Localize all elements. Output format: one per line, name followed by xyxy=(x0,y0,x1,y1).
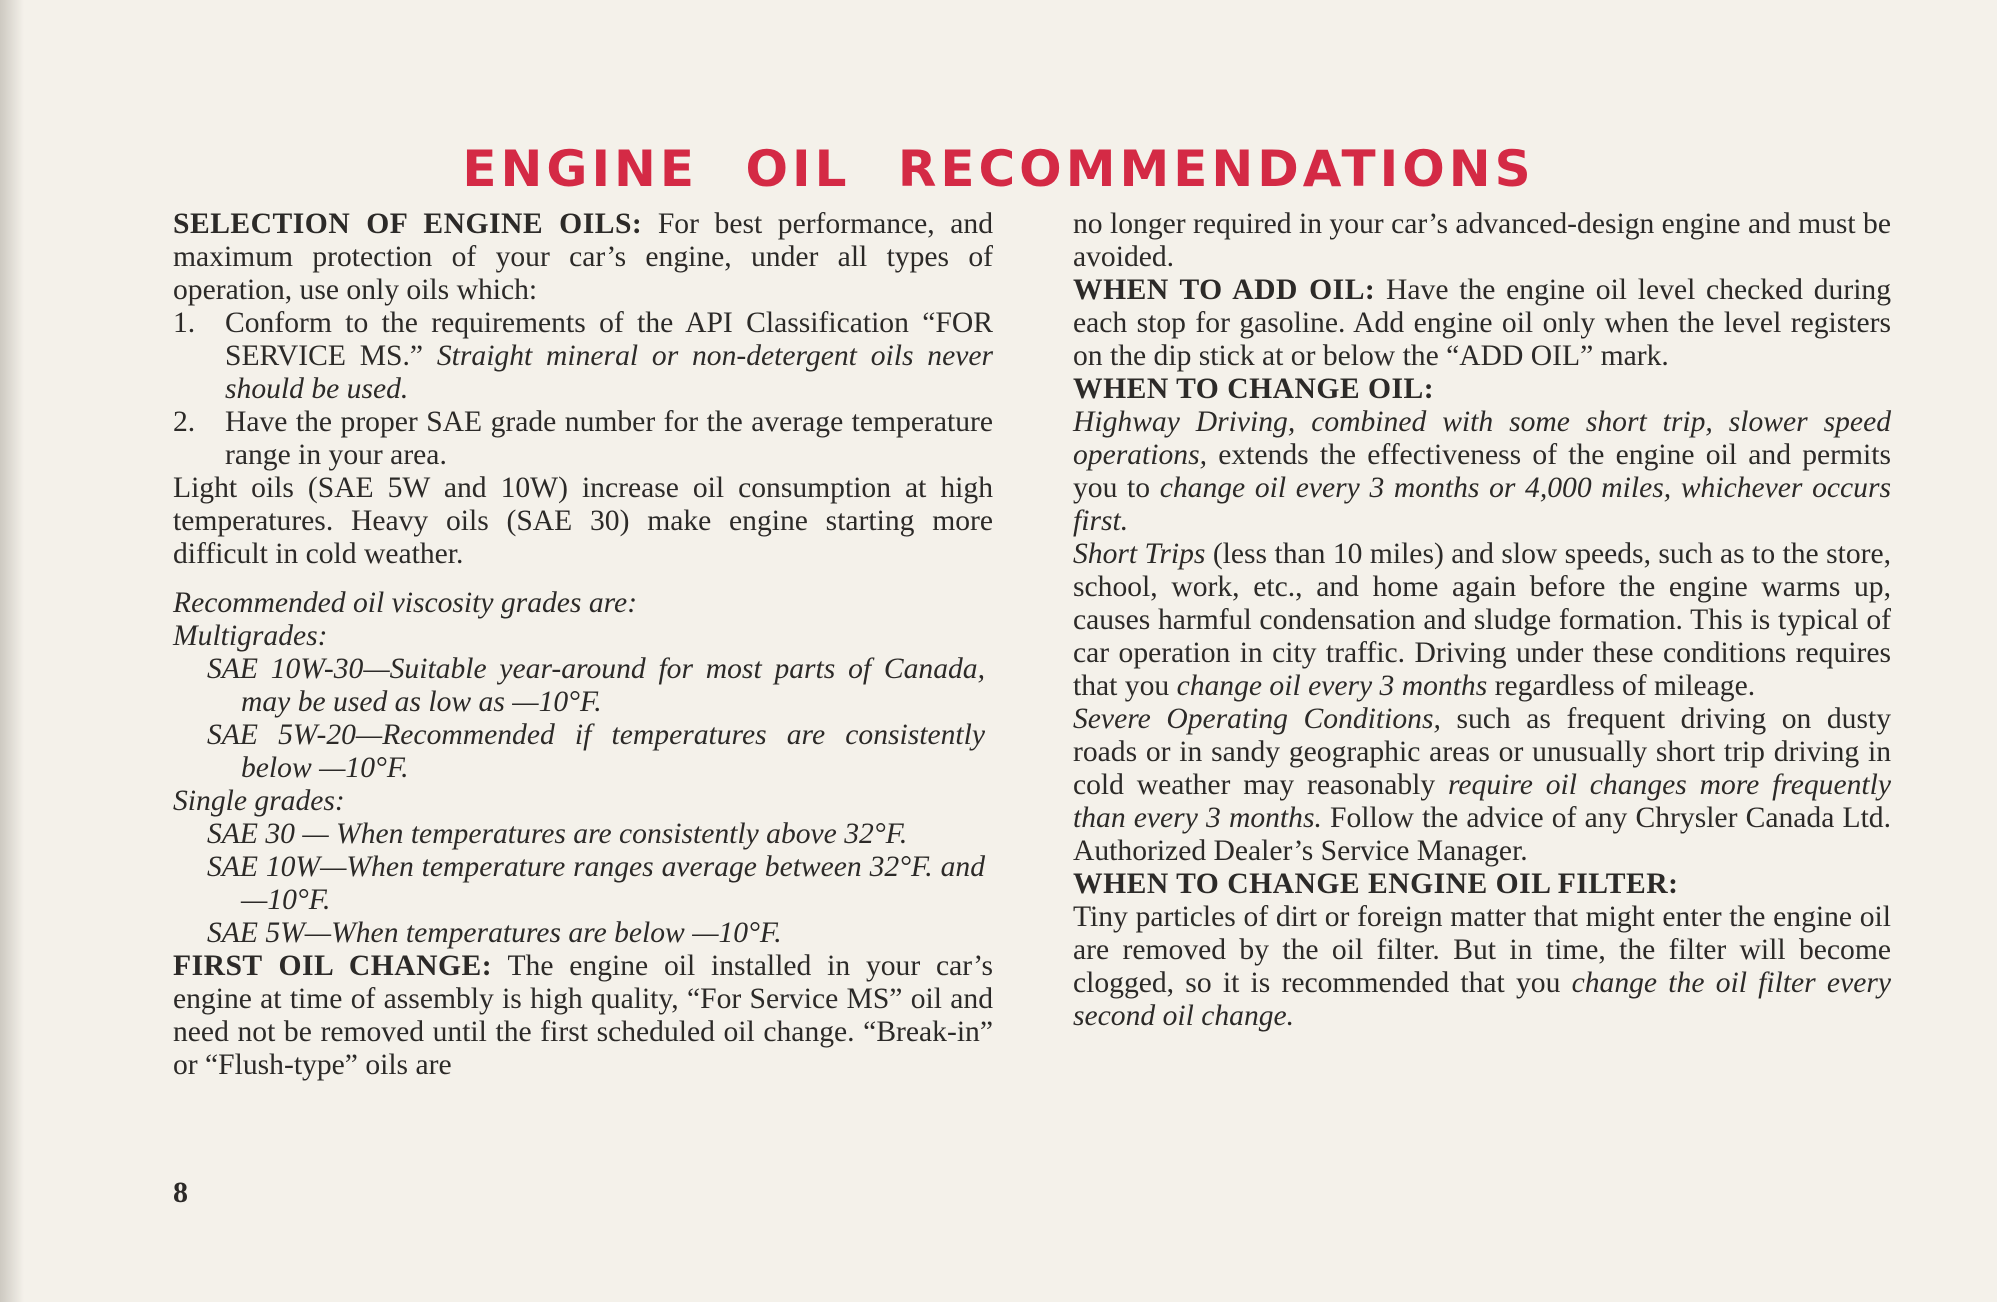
page-title: ENGINE OIL RECOMMENDATIONS xyxy=(462,140,1535,198)
filter-paragraph xyxy=(1073,901,1891,1033)
first-oil-change-paragraph xyxy=(173,950,993,1082)
highway-paragraph xyxy=(1073,406,1891,538)
viscosity-intro: Recommended oil viscosity grades are: xyxy=(173,587,638,619)
page-number: 8 xyxy=(173,1176,188,1209)
list-item-italic: Straight mineral or non-detergent oils never should be used. xyxy=(225,340,993,405)
change-oil-heading: WHEN TO CHANGE OIL: xyxy=(1073,373,1435,405)
severe-text: such as frequent driving on dusty roads or in sandy geographic areas or unusually short trip driving in cold weather may reasonably xyxy=(1073,703,1892,801)
add-oil-text: Have the engine oil level checked during each stop for gasoline. Add engine oil only when the level registers on the dip stick at or below the “ADD OIL” mark. xyxy=(1073,274,1892,372)
short-trips-paragraph xyxy=(1073,538,1891,703)
severe-italic-interval: require oil changes more frequently than every 3 months. xyxy=(1073,769,1891,834)
highway-italic: Highway Driving, combined with some short trip, slower speed operations, xyxy=(1073,406,1891,471)
grade-entry: SAE 5W—When temperatures are below —10°F. xyxy=(207,917,782,949)
list-item-number: 2. xyxy=(173,406,196,438)
light-oils-paragraph: Light oils (SAE 5W and 10W) increase oil consumption at high temperatures. Heavy oils (SAE 30) make engine starting more difficult in cold weather. xyxy=(173,472,993,570)
list-item xyxy=(173,307,993,406)
right-column xyxy=(1073,208,1891,1033)
grade-entry: SAE 30 — When temperatures are consistently above 32°F. xyxy=(207,818,908,850)
grade-entry: SAE 10W—When temperature ranges average between 32°F. and —10°F. xyxy=(207,851,985,916)
left-column xyxy=(173,208,993,1082)
grade-entry: SAE 5W-20—Recommended if temperatures are consistently below —10°F. xyxy=(207,719,985,784)
continued-paragraph: no longer required in your car’s advanced-design engine and must be avoided. xyxy=(1073,208,1891,273)
short-trips-italic-interval: change oil every 3 months xyxy=(1176,670,1488,702)
selection-heading: SELECTION OF ENGINE OILS: xyxy=(173,208,643,240)
severe-paragraph xyxy=(1073,703,1891,868)
list-item xyxy=(173,406,993,472)
list-item-text: Have the proper SAE grade number for the average temperature range in your area. xyxy=(225,406,993,471)
list-item-number: 1. xyxy=(173,307,196,339)
add-oil-paragraph xyxy=(1073,274,1891,373)
selection-paragraph xyxy=(173,208,993,307)
multigrades-label: Multigrades: xyxy=(173,620,328,652)
short-trips-text: (less than 10 miles) and slow speeds, such as to the store, school, work, etc., and home again before the engine warms up, causes harmful condensation and sludge formation. This is typical of car operation in city traffic. Driving under these conditions requires that you xyxy=(1073,538,1892,702)
filter-italic: change the oil filter every second oil change. xyxy=(1073,967,1891,1032)
selection-text: For best performance, and maximum protection of your car’s engine, under all types of operation, use only oils which: xyxy=(173,208,993,306)
short-trips-italic: Short Trips xyxy=(1073,538,1206,570)
severe-text-end: Follow the advice of any Chrysler Canada Ltd. Authorized Dealer’s Service Manager. xyxy=(1073,802,1891,867)
severe-italic: Severe Operating Conditions, xyxy=(1073,703,1441,735)
single-grades-label: Single grades: xyxy=(173,785,345,817)
first-oil-change-heading: FIRST OIL CHANGE: xyxy=(173,950,493,982)
highway-text: extends the effectiveness of the engine oil and permits you to xyxy=(1073,439,1891,504)
list-item-text: Conform to the requirements of the API Classification “FOR SERVICE MS.” xyxy=(225,307,993,372)
filter-text: Tiny particles of dirt or foreign matter that might enter the engine oil are removed by the oil filter. But in time, the filter will become clogged, so it is recommended that you xyxy=(1073,901,1891,999)
first-oil-change-text: The engine oil installed in your car’s engine at time of assembly is high quality, “For Service MS” oil and need not be removed until the first scheduled oil change. “Break-in” or “Flush-type” oils are xyxy=(173,950,993,1081)
grade-entry: SAE 10W-30—Suitable year-around for most parts of Canada, may be used as low as —10°F. xyxy=(207,653,985,718)
short-trips-text-end: regardless of mileage. xyxy=(1487,670,1756,702)
add-oil-heading: WHEN TO ADD OIL: xyxy=(1073,274,1376,306)
highway-italic-interval: change oil every 3 months or 4,000 miles, whichever occurs first. xyxy=(1073,472,1891,537)
filter-heading: WHEN TO CHANGE ENGINE OIL FILTER: xyxy=(1073,868,1679,900)
